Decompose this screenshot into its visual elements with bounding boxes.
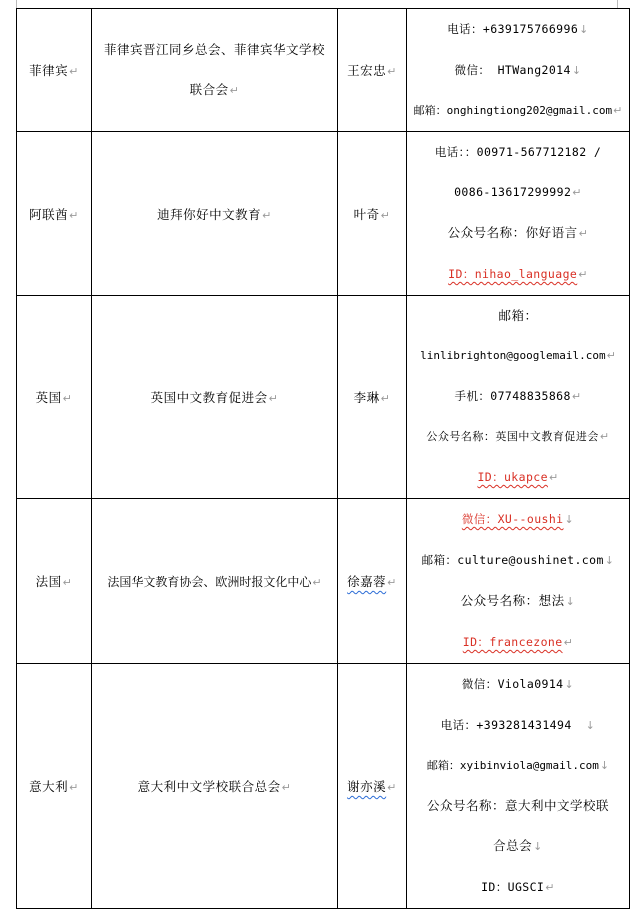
table-row	[17, 9, 630, 132]
contact-text: 微信： HTWang2014	[454, 63, 571, 77]
country-name: 意大利	[29, 779, 69, 794]
paragraph-mark: ↵	[387, 781, 397, 794]
contact-line	[407, 254, 629, 295]
contact-line	[407, 132, 629, 172]
organization-text: 迪拜你好中文教育	[157, 206, 262, 222]
paragraph-mark: ↵	[563, 636, 574, 649]
contact-text: ID：francezone	[462, 635, 563, 649]
country-name: 法国	[35, 574, 62, 589]
contact-text: 邮箱：	[498, 308, 538, 323]
paragraph-mark: ↵	[69, 208, 79, 222]
paragraph-mark: ↵	[613, 104, 623, 117]
contact-person-name: 谢亦溪	[347, 779, 387, 794]
paragraph-mark: ↵	[578, 227, 589, 240]
linebreak-mark: ↓	[565, 595, 576, 608]
paragraph-mark: ↵	[229, 83, 240, 97]
paragraph-mark: ↵	[548, 471, 559, 484]
contact-text: 0086-13617299992	[454, 185, 572, 199]
paragraph-mark: ↵	[281, 781, 292, 794]
contact-text: ID：ukapce	[477, 470, 548, 484]
page-corner-mark-left	[6, 0, 17, 8]
paragraph-mark: ↵	[578, 268, 588, 281]
country-cell[interactable]	[17, 664, 92, 909]
contact-person-cell[interactable]	[338, 296, 407, 499]
paragraph-mark: ↵	[599, 430, 610, 443]
paragraph-mark: ↵	[380, 208, 391, 222]
paragraph-mark: ↵	[69, 781, 79, 794]
contact-info-cell[interactable]	[407, 132, 630, 296]
table-row	[17, 296, 630, 499]
paragraph-mark: ↵	[62, 576, 73, 589]
contact-line	[407, 172, 629, 213]
contact-text: 微信：XU--oushi	[461, 512, 564, 526]
contact-line	[407, 746, 629, 786]
contact-person-cell[interactable]	[338, 132, 407, 296]
contact-line	[407, 581, 629, 622]
country-cell[interactable]	[17, 9, 92, 132]
contact-text: 手机：07748835868	[454, 389, 571, 403]
paragraph-mark: ↵	[69, 65, 79, 78]
contact-info-cell[interactable]	[407, 296, 630, 499]
linebreak-mark: ↓	[579, 23, 589, 36]
contact-text: 公众号名称：你好语言	[447, 225, 578, 240]
contact-text: 邮箱：culture@oushinet.com	[421, 553, 604, 567]
contact-text: 电话：+639175766996	[447, 22, 579, 36]
contact-line	[407, 664, 629, 705]
page-corner-mark-right	[617, 0, 628, 8]
linebreak-mark: ↓	[585, 719, 596, 732]
table-row	[17, 664, 630, 909]
country-cell[interactable]	[17, 296, 92, 499]
contact-text: 邮箱：xyibinviola@gmail.com	[426, 759, 599, 772]
paragraph-mark: ↵	[312, 575, 322, 589]
organization-cell[interactable]	[92, 9, 338, 132]
paragraph-mark: ↵	[571, 390, 582, 403]
linebreak-mark: ↓	[564, 513, 575, 526]
organization-text: 菲律宾晋江同乡总会、菲律宾华文学校	[103, 41, 325, 57]
contact-line	[407, 417, 629, 457]
linebreak-mark: ↓	[571, 64, 582, 77]
paragraph-mark: ↵	[262, 208, 272, 222]
linebreak-mark: ↓	[533, 840, 543, 853]
contact-text: 合总会	[493, 838, 533, 853]
contact-text: 邮箱：onghingtiong202@gmail.com	[413, 104, 613, 117]
contact-info-cell[interactable]	[407, 499, 630, 664]
organization-text: 法国华文教育协会、欧洲时报文化中心	[107, 574, 312, 589]
country-name: 阿联酋	[29, 206, 69, 222]
country-cell[interactable]	[17, 132, 92, 296]
organization-cell[interactable]	[92, 296, 338, 499]
contact-person-name: 王宏忠	[347, 63, 387, 78]
paragraph-mark: ↵	[545, 881, 555, 894]
contact-person-cell[interactable]	[338, 9, 407, 132]
organization-cell[interactable]	[92, 132, 338, 296]
contact-line	[407, 540, 629, 581]
contact-info-cell[interactable]	[407, 9, 630, 132]
contacts-table	[16, 8, 630, 909]
contact-person-name: 李琳	[353, 390, 380, 405]
contact-line	[407, 376, 629, 417]
table-row	[17, 132, 630, 296]
country-name: 英国	[35, 390, 62, 405]
contact-text: 微信：Viola0914	[461, 677, 564, 691]
paragraph-mark: ↵	[268, 392, 279, 405]
linebreak-mark: ↓	[599, 759, 610, 772]
contact-line	[407, 9, 629, 50]
paragraph-mark: ↵	[572, 186, 582, 199]
contact-line	[407, 296, 629, 336]
contact-person-name: 徐嘉蓉	[347, 574, 387, 589]
organization-line	[92, 30, 337, 70]
organization-text: 意大利中文学校联合总会	[137, 779, 281, 794]
contact-info-cell[interactable]	[407, 664, 630, 909]
paragraph-mark: ↵	[380, 392, 391, 405]
organization-cell[interactable]	[92, 664, 338, 909]
contact-text: linlibrighton@googlemail.com	[420, 349, 606, 362]
contact-text: ID：UGSCI	[481, 880, 545, 894]
contact-text: 电话：+393281431494	[440, 718, 572, 732]
organization-text: 英国中文教育促进会	[150, 390, 268, 405]
contact-line	[407, 213, 629, 254]
contact-person-cell[interactable]	[338, 499, 407, 664]
contact-line	[407, 336, 629, 376]
country-cell[interactable]	[17, 499, 92, 664]
contact-text: 公众号名称：意大利中文学校联	[426, 798, 609, 813]
organization-cell[interactable]	[92, 499, 338, 664]
contact-person-cell[interactable]	[338, 664, 407, 909]
contact-line	[407, 705, 629, 746]
contact-line	[407, 622, 629, 663]
organization-line	[92, 70, 337, 111]
contact-text: ID：nihao_language	[448, 267, 578, 281]
paragraph-mark: ↵	[387, 65, 397, 78]
linebreak-mark: ↓	[564, 678, 575, 691]
contact-person-name: 叶奇	[353, 206, 380, 222]
linebreak-mark: ↓	[604, 554, 615, 567]
contact-line	[407, 50, 629, 91]
paragraph-mark: ↵	[62, 392, 73, 405]
contact-text: 公众号名称：想法	[460, 593, 565, 608]
contact-line	[407, 786, 629, 826]
paragraph-mark: ↵	[387, 576, 397, 589]
country-name: 菲律宾	[29, 63, 69, 78]
paragraph-mark: ↵	[606, 349, 616, 362]
contact-line	[407, 457, 629, 498]
organization-text: 联合会	[189, 81, 229, 97]
contact-text: 公众号名称：英国中文教育促进会	[426, 430, 599, 443]
contact-line	[407, 867, 629, 908]
contact-line	[407, 826, 629, 867]
table-row	[17, 499, 630, 664]
contact-line	[407, 91, 629, 131]
contact-text: 电话：：00971-567712182 /	[434, 145, 602, 159]
contact-line	[407, 499, 629, 540]
